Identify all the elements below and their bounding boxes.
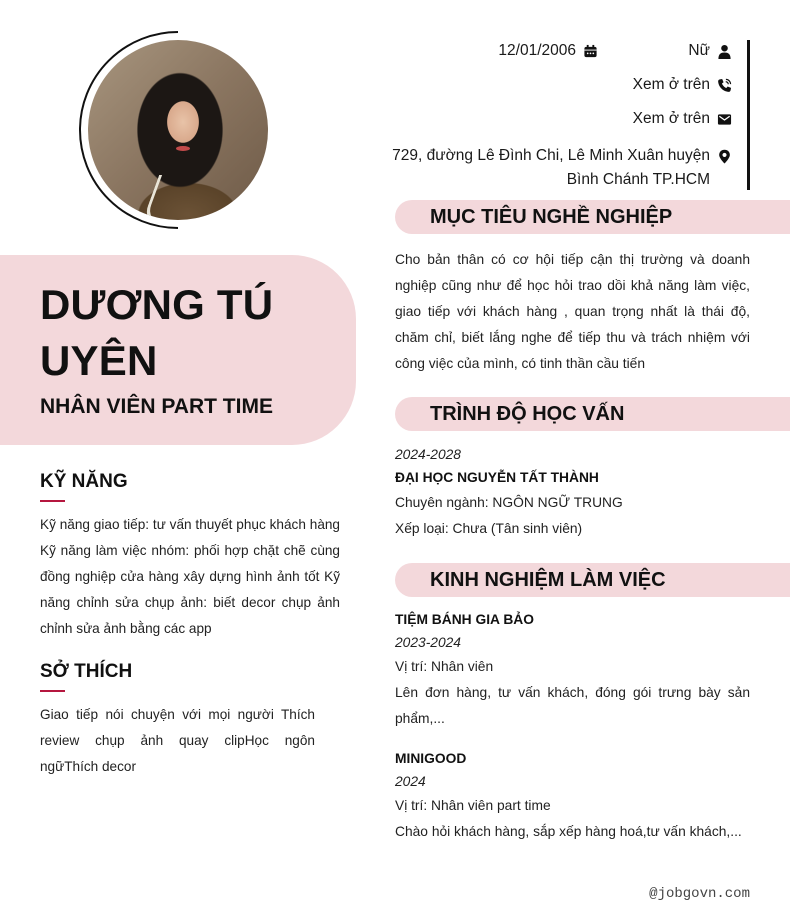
experience-header (395, 563, 790, 597)
heading-underline (40, 690, 65, 692)
calendar-icon (582, 43, 598, 59)
education-section (395, 444, 750, 542)
address-line-1: 729, đường Lê Đình Chi, Lê Minh Xuân huyện (392, 147, 710, 164)
experience-period: 2024 (395, 774, 426, 789)
contact-address (392, 144, 732, 192)
company-name: MINIGOOD (395, 751, 467, 766)
education-grade: Xếp loại: Chưa (Tân sinh viên) (395, 521, 583, 536)
objective-header (395, 200, 790, 234)
envelope-icon (716, 111, 732, 127)
school-name: ĐẠI HỌC NGUYỄN TẤT THÀNH (395, 470, 599, 485)
objective-text: Cho bản thân có cơ hội tiếp cận thị trường và doanh nghiệp cũng như để học hỏi trao dồi khả năng làm việc, giao tiếp với khách hàng , quan trọng nhất là thái độ, chăm chỉ, biết lắng nghe để tiếp thu và trách nhiệm với công việc của mình, có tinh thần cầu tiến (395, 252, 750, 371)
hobbies-section (40, 660, 340, 780)
skills-text: Kỹ năng giao tiếp: tư vấn thuyết phục khách hàng Kỹ năng làm việc nhóm: phối hợp chặt chẽ cùng đồng nghiệp cửa hàng xây dựng hình ảnh tốt Kỹ năng chỉnh sửa chụp ảnh: biết decor chụp ảnh chỉnh sửa ảnh bằng các app (40, 517, 340, 636)
contact-phone (633, 76, 732, 94)
address-line-2: Bình Chánh TP.HCM (566, 171, 710, 188)
map-pin-icon (716, 148, 732, 164)
name-block (0, 255, 356, 445)
experience-description: Chào hỏi khách hàng, sắp xếp hàng hoá,tư vấn khách,... (395, 824, 742, 839)
contact-gender (688, 42, 732, 60)
avatar-container (78, 30, 278, 230)
phone-icon (716, 77, 732, 93)
dob-text: 12/01/2006 (498, 42, 576, 59)
experience-period: 2023-2024 (395, 635, 461, 650)
contact-info (390, 40, 750, 190)
education-header (395, 397, 790, 431)
objective-heading: MỤC TIÊU NGHỀ NGHIỆP (430, 206, 673, 228)
education-major: Chuyên ngành: NGÔN NGỮ TRUNG (395, 495, 623, 510)
hobbies-heading: SỞ THÍCH (40, 661, 133, 682)
phone-text: Xem ở trên (632, 76, 710, 93)
contact-dob (498, 42, 598, 60)
experience-position: Vị trí: Nhân viên (395, 659, 494, 674)
gender-text: Nữ (688, 42, 710, 59)
candidate-name: DƯƠNG TÚ UYÊN (40, 281, 274, 384)
hobbies-text: Giao tiếp nói chuyện với mọi người Thích review chụp ảnh quay clipHọc ngôn ngữThích decor (40, 707, 315, 774)
skills-section (40, 470, 340, 642)
skills-heading: KỸ NĂNG (40, 471, 128, 492)
avatar-detail (176, 146, 190, 151)
company-name: TIỆM BÁNH GIA BẢO (395, 612, 534, 627)
objective-section (395, 247, 750, 377)
email-text: Xem ở trên (632, 110, 710, 127)
job-title: NHÂN VIÊN PART TIME (40, 395, 273, 418)
experience-item (395, 608, 750, 732)
user-icon (716, 43, 732, 59)
experience-description: Lên đơn hàng, tư vấn khách, đóng gói trưng bày sản phẩm,... (395, 685, 750, 726)
avatar (88, 40, 268, 220)
watermark: @jobgovn.com (649, 886, 750, 902)
contact-email (633, 110, 732, 128)
education-heading: TRÌNH ĐỘ HỌC VẤN (430, 403, 625, 425)
avatar-detail (141, 175, 219, 220)
contact-divider (747, 40, 750, 190)
experience-heading: KINH NGHIỆM LÀM VIỆC (430, 569, 666, 591)
experience-item (395, 747, 750, 845)
heading-underline (40, 500, 65, 502)
experience-position: Vị trí: Nhân viên part time (395, 798, 551, 813)
education-period: 2024-2028 (395, 447, 461, 462)
